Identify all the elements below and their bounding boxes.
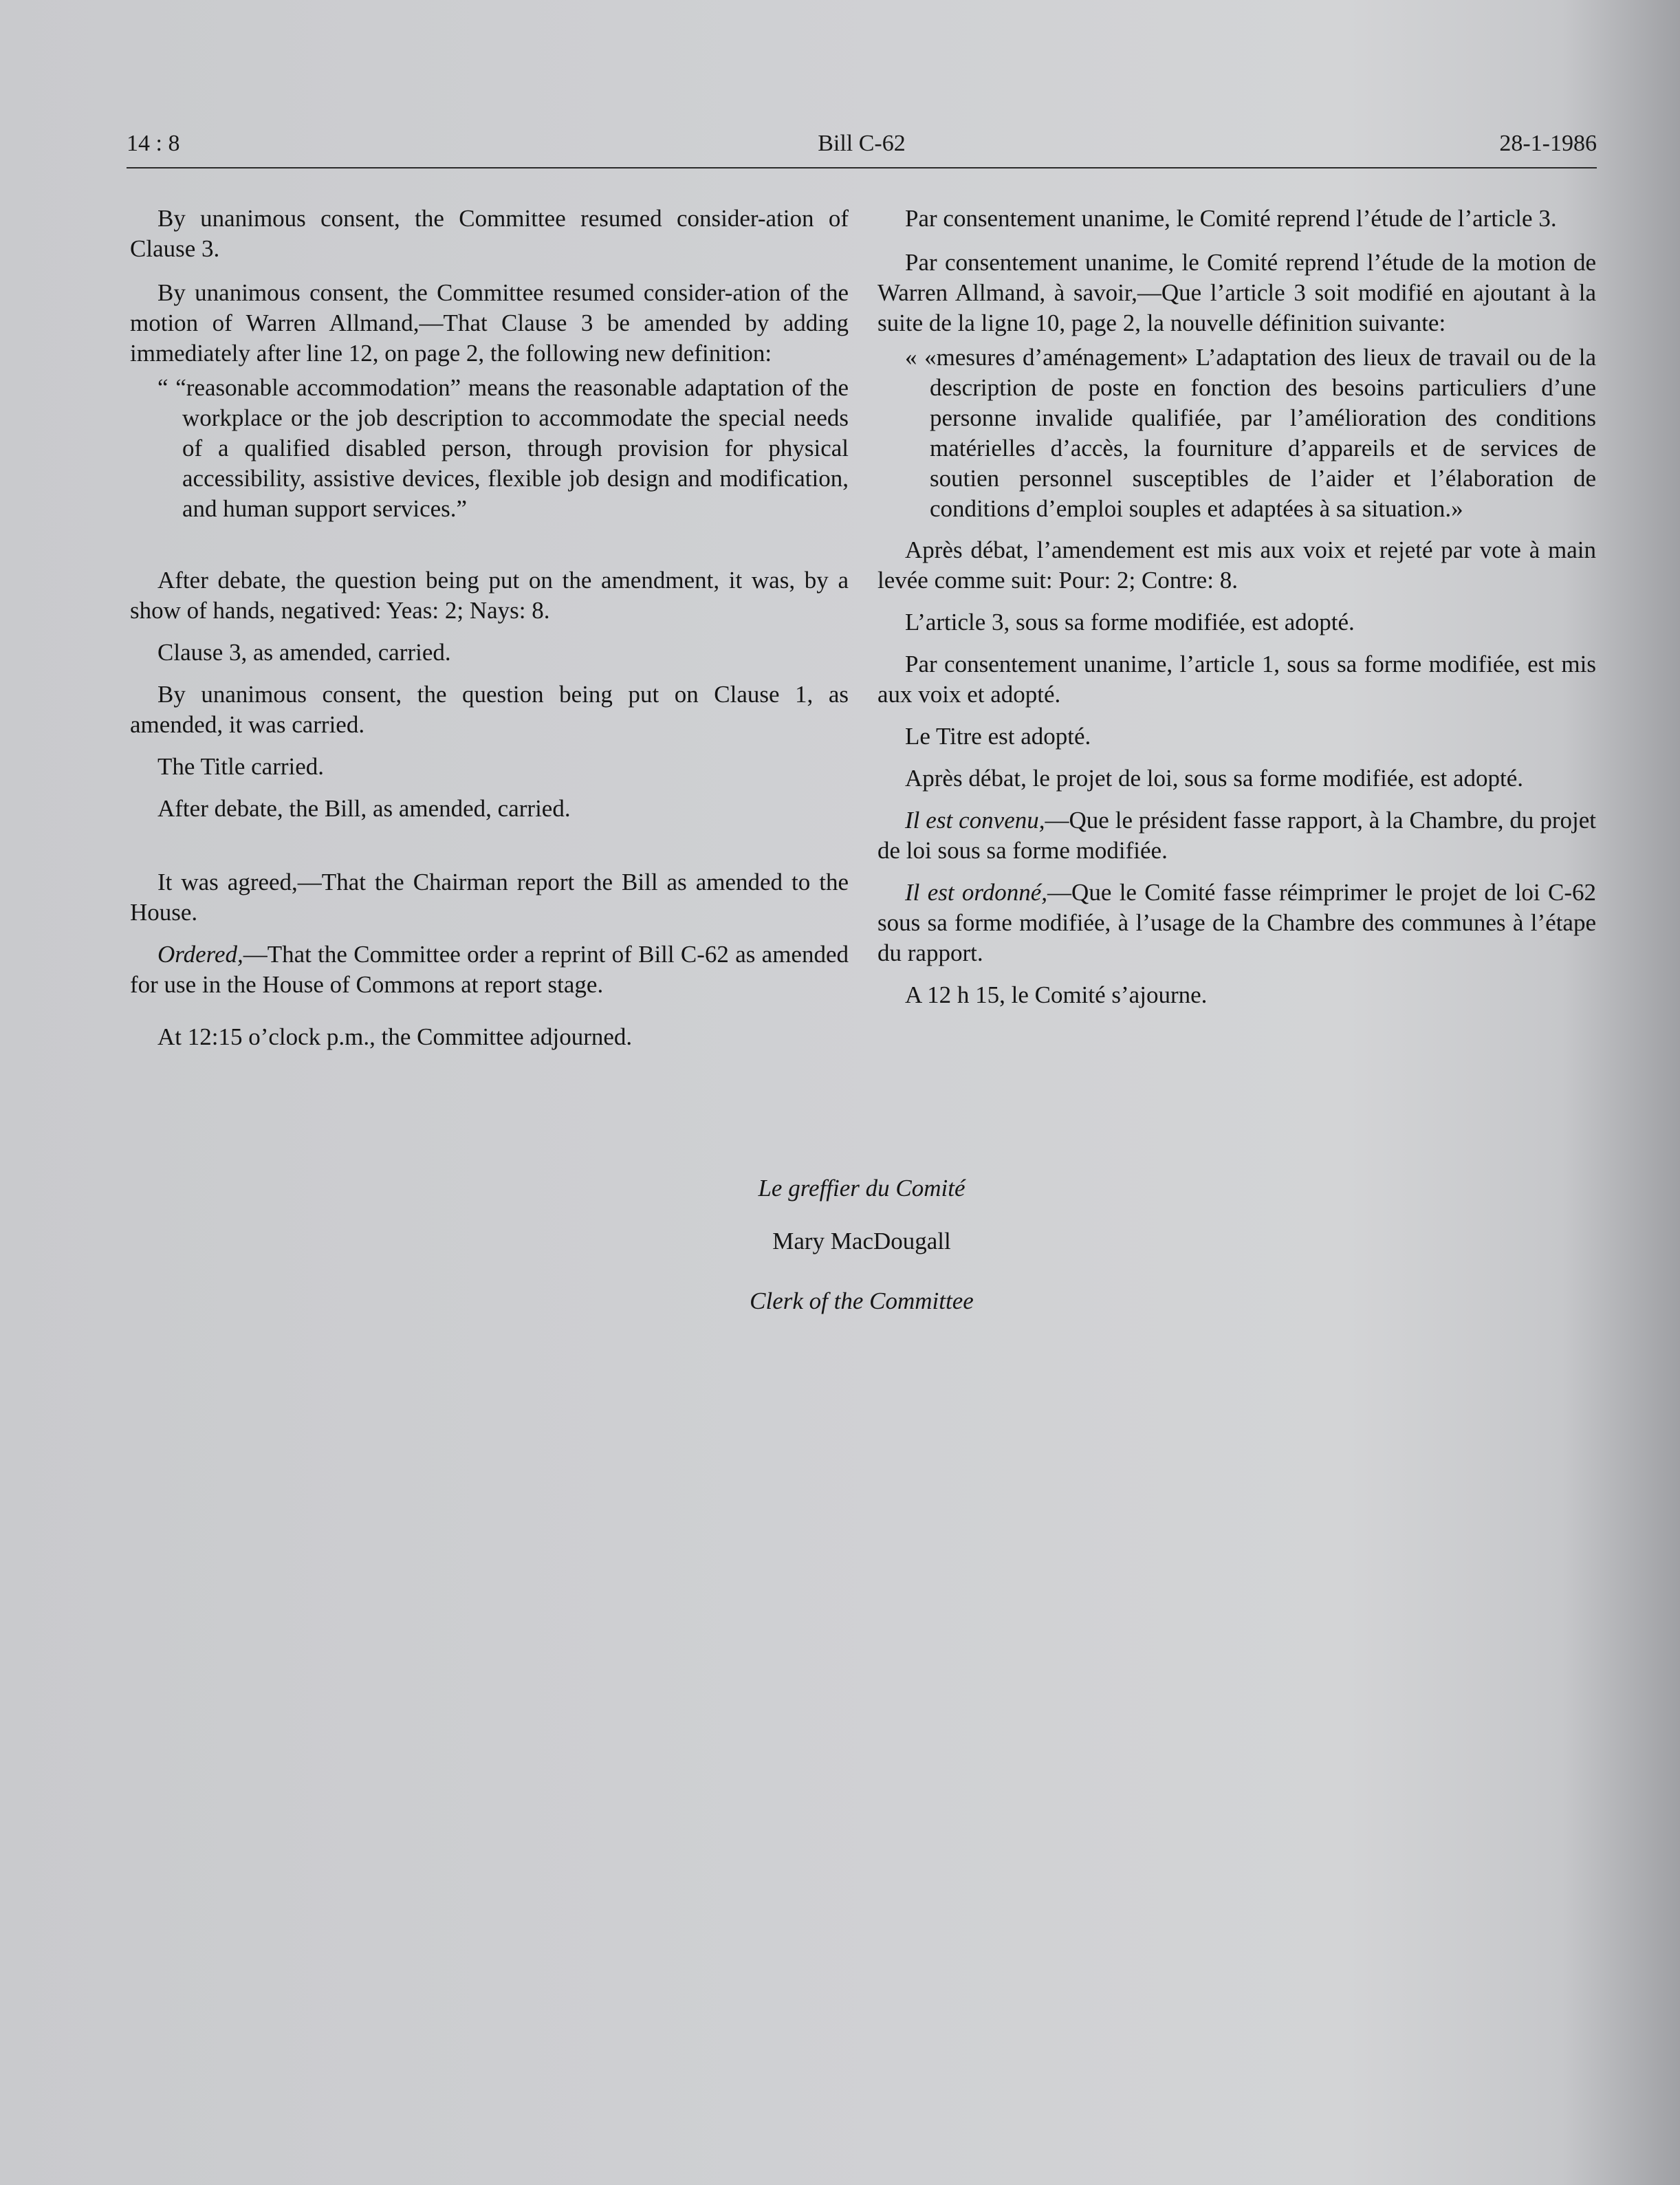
fr-agreed-text: —Que le président fasse rapport, à la Chambre, du projet de loi sous sa forme modifiée. <box>877 807 1596 864</box>
page-header <box>127 131 1597 166</box>
english-column <box>130 204 849 1052</box>
fr-paragraph-5: Par consentement unanime, l’article 1, sous sa forme modifiée, est mis aux voix et adopté. <box>877 651 1596 708</box>
en-ordered-lead: Ordered, <box>157 941 243 968</box>
fr-agreed-lead: Il est convenu, <box>905 807 1045 834</box>
header-date: 28-1-1986 <box>1499 131 1597 156</box>
fr-paragraph-1: Par consentement unanime, le Comité reprend l’étude de l’article 3. <box>905 205 1557 232</box>
en-paragraph-6: The Title carried. <box>157 753 325 780</box>
page-number: 14 : 8 <box>127 131 180 156</box>
en-paragraph-3: After debate, the question being put on the amendment, it was, by a show of hands, negatived: Yeas: 2; Nays: 8. <box>130 567 849 624</box>
french-column <box>877 204 1596 1010</box>
en-paragraph-7: After debate, the Bill, as amended, carried. <box>157 795 571 822</box>
en-paragraph-4: Clause 3, as amended, carried. <box>157 639 451 666</box>
fr-paragraph-4: L’article 3, sous sa forme modifiée, est adopté. <box>905 609 1355 635</box>
en-paragraph-2: By unanimous consent, the Committee resumed consider-ation of the motion of Warren Allmand,—That Clause 3 be amended by adding immediately after line 12, on page 2, the following new definition: <box>130 279 849 367</box>
en-paragraph-10: At 12:15 o’clock p.m., the Committee adjourned. <box>157 1023 633 1050</box>
fr-paragraph-2: Par consentement unanime, le Comité reprend l’étude de la motion de Warren Allmand, à savoir,—Que l’article 3 soit modifié en ajoutant à la suite de la ligne 10, page 2, la nouvelle définition suivante: <box>877 249 1596 336</box>
en-definition-quote: “ “reasonable accommodation” means the reasonable adaptation of the workplace or the job description to accommodate the special needs of a qualified disabled person, through provision for physical accessibility, assistive devices, flexible job design and modification, and human support services.” <box>157 374 849 522</box>
fr-ordered-lead: Il est ordonné, <box>905 879 1048 906</box>
bill-title: Bill C-62 <box>818 131 906 156</box>
header-rule <box>127 167 1597 169</box>
clerk-name: Mary MacDougall <box>772 1228 951 1254</box>
fr-paragraph-10: A 12 h 15, le Comité s’ajourne. <box>905 981 1208 1008</box>
en-paragraph-9 <box>130 939 849 1000</box>
fr-paragraph-7: Après débat, le projet de loi, sous sa forme modifiée, est adopté. <box>905 765 1524 792</box>
clerk-title-english: Clerk of the Committee <box>750 1287 974 1314</box>
clerk-title-french: Le greffier du Comité <box>758 1175 966 1202</box>
fr-definition-quote: « «mesures d’aménagement» L’adaptation des lieux de travail ou de la description de poste en fonction des besoins particuliers d’une personne invalide qualifiée, par l’amélioration des conditions matérielles d’accès, la fourniture d’appareils et de services de soutien personnel susceptibles de l’aider et l’élaboration de conditions d’emploi souples et adaptées à sa situation.» <box>905 344 1596 522</box>
en-paragraph-8: It was agreed,—That the Chairman report the Bill as amended to the House. <box>130 869 849 926</box>
en-paragraph-5: By unanimous consent, the question being put on Clause 1, as amended, it was carried. <box>130 681 849 738</box>
fr-paragraph-6: Le Titre est adopté. <box>905 723 1091 750</box>
fr-ordered-text: —Que le Comité fasse réimprimer le projet de loi C-62 sous sa forme modifiée, à l’usage de la Chambre des communes à l’étape du rapport. <box>877 879 1596 966</box>
en-paragraph-1: By unanimous consent, the Committee resumed consider-ation of Clause 3. <box>130 205 849 262</box>
en-ordered-text: —That the Committee order a reprint of Bill C-62 as amended for use in the House of Commons at report stage. <box>130 941 849 998</box>
fr-paragraph-8 <box>877 805 1596 866</box>
fr-paragraph-9 <box>877 878 1596 968</box>
fr-paragraph-3: Après débat, l’amendement est mis aux voix et rejeté par vote à main levée comme suit: Pour: 2; Contre: 8. <box>877 536 1596 594</box>
